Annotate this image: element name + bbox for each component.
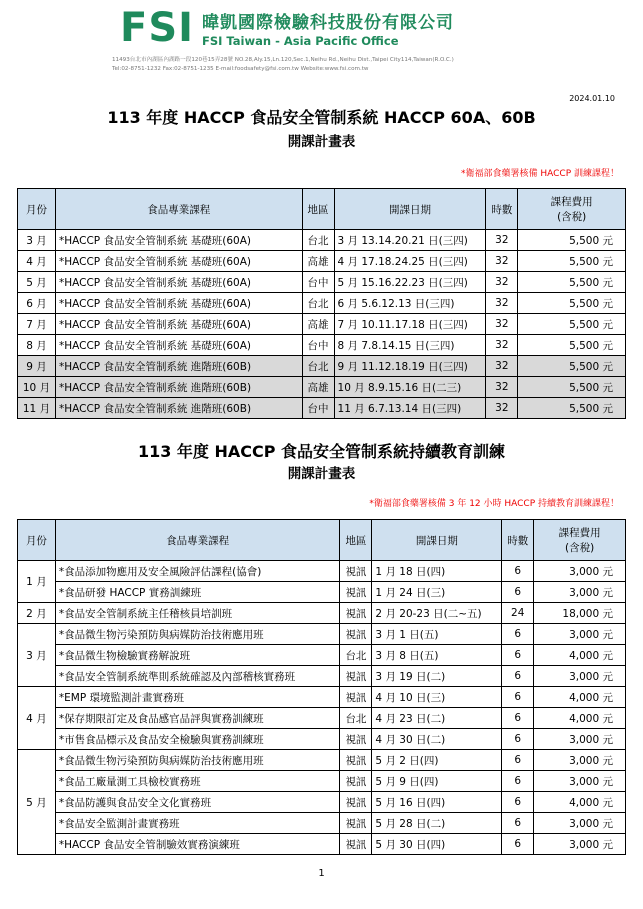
dates-cell: 5 月 2 日(四): [372, 750, 502, 771]
hours-cell: 6: [502, 687, 534, 708]
table-row: [18, 771, 626, 792]
month-cell: 6 月: [18, 293, 56, 314]
hours-cell: 32: [486, 398, 518, 419]
month-cell: 5 月: [18, 272, 56, 293]
hours-cell: 32: [486, 293, 518, 314]
dates-cell: 9 月 11.12.18.19 日(三四): [334, 356, 486, 377]
hours-cell: 6: [502, 813, 534, 834]
area-cell: 視訊: [340, 624, 372, 645]
area-cell: 高雄: [302, 377, 334, 398]
page-number: 1: [318, 868, 325, 879]
fee-cell: 3,000 元: [534, 582, 626, 603]
hours-cell: 6: [502, 708, 534, 729]
month-cell: 1 月: [18, 561, 56, 603]
header-fee: 課程費用 (含稅): [534, 520, 626, 561]
area-cell: 高雄: [302, 251, 334, 272]
course-cell: *HACCP 食品安全管制系統 進階班(60B): [55, 398, 302, 419]
area-cell: 視訊: [340, 687, 372, 708]
fee-cell: 5,500 元: [518, 230, 626, 251]
area-cell: 台北: [340, 645, 372, 666]
hours-cell: 6: [502, 729, 534, 750]
month-cell: 10 月: [18, 377, 56, 398]
area-cell: 視訊: [340, 750, 372, 771]
company-address: 11493台北市內湖區內湖路一段120巷15弄28號 NO.28,Aly.15,Ln.120,Sec.1,Neihu Rd.,Neihu Dist.,Taipei City114,Taiwan(R.O.C.): [112, 57, 454, 63]
area-cell: 台中: [302, 272, 334, 293]
area-cell: 台北: [340, 708, 372, 729]
table-row: [18, 708, 626, 729]
header-dates: 開課日期: [334, 189, 486, 230]
area-cell: 視訊: [340, 603, 372, 624]
hours-cell: 6: [502, 582, 534, 603]
month-cell: 9 月: [18, 356, 56, 377]
hours-cell: 32: [486, 251, 518, 272]
area-cell: 視訊: [340, 771, 372, 792]
hours-cell: 32: [486, 314, 518, 335]
table-row: [18, 582, 626, 603]
dates-cell: 10 月 8.9.15.16 日(二三): [334, 377, 486, 398]
hours-cell: 6: [502, 771, 534, 792]
fee-cell: 4,000 元: [534, 645, 626, 666]
hours-cell: 32: [486, 377, 518, 398]
fee-cell: 4,000 元: [534, 708, 626, 729]
header-month: 月份: [18, 189, 56, 230]
table-row: [18, 687, 626, 708]
dates-cell: 4 月 10 日(三): [372, 687, 502, 708]
area-cell: 視訊: [340, 813, 372, 834]
month-cell: 7 月: [18, 314, 56, 335]
section1-note: *衛福部食藥署核備 HACCP 訓練課程！: [461, 169, 619, 179]
course-cell: *HACCP 食品安全管制系統 基礎班(60A): [55, 335, 302, 356]
hours-cell: 32: [486, 356, 518, 377]
dates-cell: 3 月 13.14.20.21 日(三四): [334, 230, 486, 251]
dates-cell: 11 月 6.7.13.14 日(三四): [334, 398, 486, 419]
hours-cell: 6: [502, 666, 534, 687]
dates-cell: 5 月 28 日(二): [372, 813, 502, 834]
fee-cell: 5,500 元: [518, 314, 626, 335]
header-course: 食品專業課程: [55, 520, 340, 561]
fee-cell: 3,000 元: [534, 561, 626, 582]
dates-cell: 5 月 16 日(四): [372, 792, 502, 813]
fee-cell: 3,000 元: [534, 729, 626, 750]
course-cell: *食品安全監測計畫實務班: [55, 813, 340, 834]
company-name-cn: 暐凱國際檢驗科技股份有限公司: [202, 13, 455, 33]
course-cell: *食品工廠量測工具檢校實務班: [55, 771, 340, 792]
hours-cell: 24: [502, 603, 534, 624]
table-row: [18, 666, 626, 687]
month-cell: 2 月: [18, 603, 56, 624]
fee-cell: 5,500 元: [518, 272, 626, 293]
table-row: [18, 624, 626, 645]
fee-cell: 5,500 元: [518, 356, 626, 377]
month-cell: 8 月: [18, 335, 56, 356]
dates-cell: 5 月 30 日(四): [372, 834, 502, 855]
table-row: [18, 314, 626, 335]
area-cell: 高雄: [302, 314, 334, 335]
month-cell: 3 月: [18, 624, 56, 687]
dates-cell: 1 月 18 日(四): [372, 561, 502, 582]
header-hours: 時數: [502, 520, 534, 561]
company-name-en: FSI Taiwan - Asia Pacific Office: [202, 34, 399, 48]
header-hours: 時數: [486, 189, 518, 230]
table-row: [18, 792, 626, 813]
hours-cell: 32: [486, 230, 518, 251]
company-contact: Tel:02-8751-1232 Fax:02-8751-1235 E-mail:foodsafety@fsi.com.tw Website:www.fsi.com.tw: [112, 66, 369, 72]
dates-cell: 3 月 8 日(五): [372, 645, 502, 666]
table-row: [18, 645, 626, 666]
table-row: [18, 834, 626, 855]
table-row: [18, 750, 626, 771]
course-cell: *食品微生物檢驗實務解說班: [55, 645, 340, 666]
hours-cell: 6: [502, 645, 534, 666]
course-cell: *食品微生物污染預防與病媒防治技術應用班: [55, 750, 340, 771]
fee-cell: 4,000 元: [534, 792, 626, 813]
haccp-60-schedule-table: [17, 188, 626, 419]
fee-cell: 5,500 元: [518, 335, 626, 356]
course-cell: *HACCP 食品安全管制系統 基礎班(60A): [55, 272, 302, 293]
course-cell: *HACCP 食品安全管制系統 基礎班(60A): [55, 251, 302, 272]
course-cell: *HACCP 食品安全管制系統 進階班(60B): [55, 377, 302, 398]
table-header-row: [18, 189, 626, 230]
table-row: [18, 293, 626, 314]
month-cell: 4 月: [18, 251, 56, 272]
table-row: [18, 729, 626, 750]
table-row: [18, 377, 626, 398]
area-cell: 台北: [302, 293, 334, 314]
course-cell: *HACCP 食品安全管制系統 進階班(60B): [55, 356, 302, 377]
course-cell: *EMP 環境監測計畫實務班: [55, 687, 340, 708]
fee-cell: 5,500 元: [518, 377, 626, 398]
fee-cell: 3,000 元: [534, 813, 626, 834]
course-cell: *HACCP 食品安全管制驗效實務演練班: [55, 834, 340, 855]
section2-title: 113 年度 HACCP 食品安全管制系統持續教育訓練: [137, 442, 506, 461]
section2-subtitle: 開課計畫表: [287, 466, 356, 482]
header-dates: 開課日期: [372, 520, 502, 561]
fee-cell: 5,500 元: [518, 251, 626, 272]
letterhead: [120, 5, 520, 60]
area-cell: 視訊: [340, 582, 372, 603]
hours-cell: 6: [502, 834, 534, 855]
company-logo: [120, 5, 455, 51]
dates-cell: 1 月 24 日(三): [372, 582, 502, 603]
document-date: 2024.01.10: [569, 94, 615, 103]
area-cell: 視訊: [340, 834, 372, 855]
hours-cell: 32: [486, 272, 518, 293]
fee-cell: 5,500 元: [518, 293, 626, 314]
dates-cell: 2 月 20-23 日(二~五): [372, 603, 502, 624]
course-cell: *食品防護與食品安全文化實務班: [55, 792, 340, 813]
table-row: [18, 813, 626, 834]
table-row: [18, 561, 626, 582]
section1-subtitle: 開課計畫表: [287, 134, 356, 150]
area-cell: 台中: [302, 398, 334, 419]
dates-cell: 3 月 19 日(二): [372, 666, 502, 687]
header-fee: 課程費用 (含稅): [518, 189, 626, 230]
fee-cell: 5,500 元: [518, 398, 626, 419]
course-cell: *HACCP 食品安全管制系統 基礎班(60A): [55, 230, 302, 251]
continuing-education-schedule-table: [17, 519, 626, 855]
dates-cell: 6 月 5.6.12.13 日(三四): [334, 293, 486, 314]
fee-cell: 3,000 元: [534, 624, 626, 645]
course-cell: *食品微生物污染預防與病媒防治技術應用班: [55, 624, 340, 645]
course-cell: *HACCP 食品安全管制系統 基礎班(60A): [55, 293, 302, 314]
fee-cell: 3,000 元: [534, 666, 626, 687]
logo-mark: FSI: [120, 5, 195, 51]
area-cell: 台北: [302, 356, 334, 377]
course-cell: *食品安全管制系統主任稽核員培訓班: [55, 603, 340, 624]
dates-cell: 4 月 17.18.24.25 日(三四): [334, 251, 486, 272]
area-cell: 視訊: [340, 666, 372, 687]
header-month: 月份: [18, 520, 56, 561]
area-cell: 視訊: [340, 729, 372, 750]
hours-cell: 6: [502, 792, 534, 813]
table-row: [18, 356, 626, 377]
table-row: [18, 272, 626, 293]
fee-cell: 3,000 元: [534, 771, 626, 792]
hours-cell: 32: [486, 335, 518, 356]
fee-cell: 3,000 元: [534, 834, 626, 855]
table-row: [18, 335, 626, 356]
dates-cell: 4 月 30 日(二): [372, 729, 502, 750]
month-cell: 3 月: [18, 230, 56, 251]
course-cell: *食品添加物應用及安全風險評估課程(協會): [55, 561, 340, 582]
month-cell: 5 月: [18, 750, 56, 855]
area-cell: 視訊: [340, 792, 372, 813]
header-area: 地區: [302, 189, 334, 230]
table-header-row: [18, 520, 626, 561]
course-cell: *保存期限訂定及食品感官品評與實務訓練班: [55, 708, 340, 729]
dates-cell: 5 月 9 日(四): [372, 771, 502, 792]
dates-cell: 5 月 15.16.22.23 日(三四): [334, 272, 486, 293]
course-cell: *食品安全管制系統準則系統確認及內部稽核實務班: [55, 666, 340, 687]
course-cell: *食品研發 HACCP 實務訓練班: [55, 582, 340, 603]
header-course: 食品專業課程: [55, 189, 302, 230]
table-row: [18, 230, 626, 251]
section1-title: 113 年度 HACCP 食品安全管制系統 HACCP 60A、60B: [107, 108, 536, 127]
fee-cell: 4,000 元: [534, 687, 626, 708]
dates-cell: 3 月 1 日(五): [372, 624, 502, 645]
header-area: 地區: [340, 520, 372, 561]
area-cell: 台北: [302, 230, 334, 251]
dates-cell: 8 月 7.8.14.15 日(三四): [334, 335, 486, 356]
section2-note: *衛福部食藥署核備 3 年 12 小時 HACCP 持續教育訓練課程！: [369, 499, 619, 509]
company-address-block: [112, 56, 532, 74]
dates-cell: 7 月 10.11.17.18 日(三四): [334, 314, 486, 335]
fee-cell: 3,000 元: [534, 750, 626, 771]
table-row: [18, 603, 626, 624]
hours-cell: 6: [502, 624, 534, 645]
hours-cell: 6: [502, 561, 534, 582]
table-row: [18, 398, 626, 419]
fee-cell: 18,000 元: [534, 603, 626, 624]
course-cell: *HACCP 食品安全管制系統 基礎班(60A): [55, 314, 302, 335]
hours-cell: 6: [502, 750, 534, 771]
table-row: [18, 251, 626, 272]
month-cell: 11 月: [18, 398, 56, 419]
month-cell: 4 月: [18, 687, 56, 750]
area-cell: 台中: [302, 335, 334, 356]
area-cell: 視訊: [340, 561, 372, 582]
dates-cell: 4 月 23 日(二): [372, 708, 502, 729]
course-cell: *市售食品標示及食品安全檢驗與實務訓練班: [55, 729, 340, 750]
